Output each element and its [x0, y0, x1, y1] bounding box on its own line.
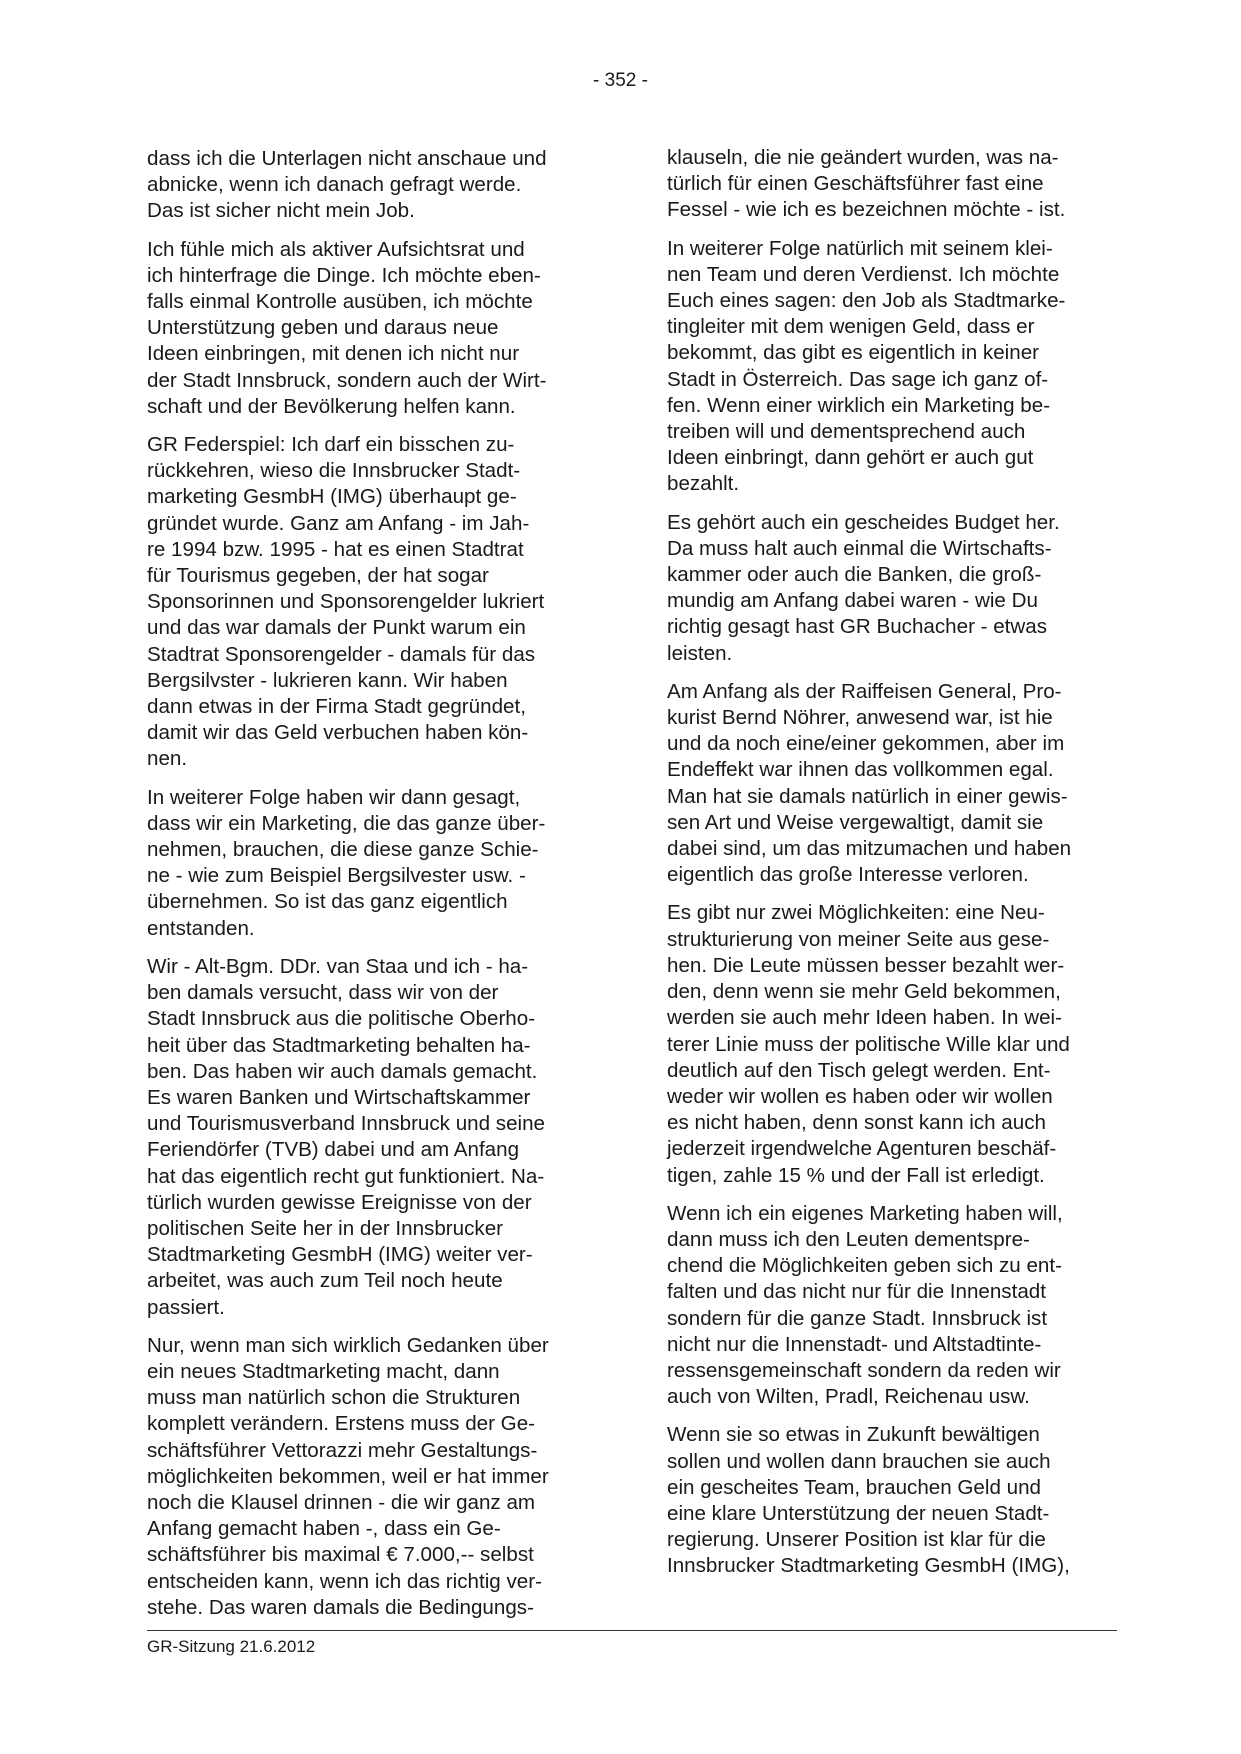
left-column	[147, 146, 599, 1633]
paragraph: Ich fühle mich als aktiver Aufsichtsrat und ich hinterfrage die Dinge. Ich möchte eben- falls einmal Kontrolle ausüben, ich möchte Unterstützung geben und daraus neue Ideen einbringen, mit denen ich nicht nur der Stadt Innsbruck, sondern auch der Wirt- schaft und der Bevölkerung helfen kann.	[147, 237, 547, 418]
page-number: - 352 -	[593, 70, 648, 91]
paragraph: Wir - Alt-Bgm. DDr. van Staa und ich - ha- ben damals versucht, dass wir von der Stadt Innsbruck aus die politische Oberho- heit über das Stadtmarketing behalten ha- ben. Das haben wir auch damals gemacht. Es waren Banken und Wirtschaftskammer und Tourismusverband Innsbruck und seine Feriendörfer (TVB) dabei und am Anfang hat das eigentlich recht gut funktioniert. Na- türlich wurden gewisse Ereignisse von der politischen Seite her in der Innsbrucker Stadtmarketing GesmbH (IMG) weiter ver- arbeitet, was auch zum Teil noch heute passiert.	[147, 954, 546, 1319]
footer-divider	[147, 1630, 1117, 1631]
paragraph: Es gehört auch ein gescheides Budget her. Da muss halt auch einmal die Wirtschafts- kammer oder auch die Banken, die groß- mundig am Anfang dabei waren - wie Du richtig gesagt hast GR Buchacher - etwas leisten.	[667, 510, 1060, 665]
paragraph: In weiterer Folge haben wir dann gesagt, dass wir ein Marketing, die das ganze über- nehmen, brauchen, die diese ganze Schie- ne - wie zum Beispiel Bergsilvester usw. - übernehmen. So ist das ganz eigentlich entstanden.	[147, 785, 546, 940]
paragraph: Wenn sie so etwas in Zukunft bewältigen sollen und wollen dann brauchen sie auch ein gescheites Team, brauchen Geld und eine klare Unterstützung der neuen Stadt- regierung. Unserer Position ist klar für die Innsbrucker Stadtmarketing GesmbH (IMG),	[667, 1423, 1070, 1578]
paragraph: dass ich die Unterlagen nicht anschaue und abnicke, wenn ich danach gefragt werde. Das ist sicher nicht mein Job.	[147, 147, 547, 223]
paragraph: Am Anfang als der Raiffeisen General, Pro- kurist Bernd Nöhrer, anwesend war, ist hie und da noch eine/einer gekommen, aber im Endeffekt war ihnen das vollkommen egal. Man hat sie damals natürlich in einer gewis- sen Art und Weise vergewaltigt, damit sie dabei sind, um das mitzumachen und haben eigentlich das große Interesse verloren.	[667, 679, 1072, 887]
paragraph: In weiterer Folge natürlich mit seinem klei- nen Team und deren Verdienst. Ich möchte Euch eines sagen: den Job als Stadtmarke- tingleiter mit dem wenigen Geld, dass er bekommt, das gibt es eigentlich in keiner Stadt in Österreich. Das sage ich ganz of- fen. Wenn einer wirklich ein Marketing be- treiben will und dementsprechend auch Ideen einbringt, dann gehört er auch gut bezahlt.	[667, 236, 1066, 496]
paragraph: Es gibt nur zwei Möglichkeiten: eine Neu- strukturierung von meiner Seite aus gese- hen. Die Leute müssen besser bezahlt wer- den, denn wenn sie mehr Geld bekommen, werden sie auch mehr Ideen haben. In wei- terer Linie muss der politische Wille klar und deutlich auf den Tisch gelegt werden. Ent- weder wir wollen es haben oder wir wollen es nicht haben, denn sonst kann ich auch jederzeit irgendwelche Agenturen beschäf- tigen, zahle 15 % und der Fall ist erledigt.	[667, 901, 1070, 1187]
paragraph: klauseln, die nie geändert wurden, was na- türlich für einen Geschäftsführer fast eine Fessel - wie ich es bezeichnen möchte - ist.	[667, 146, 1066, 222]
footer-text: GR-Sitzung 21.6.2012	[147, 1637, 316, 1656]
paragraph: GR Federspiel: Ich darf ein bisschen zu- rückkehren, wieso die Innsbrucker Stadt- marketing GesmbH (IMG) überhaupt ge- gründet wurde. Ganz am Anfang - im Jah- re 1994 bzw. 1995 - hat es einen Stadtrat für Tourismus gegeben, der hat sogar Sponsorinnen und Sponsorengelder lukriert und das war damals der Punkt warum ein Stadtrat Sponsorengelder - damals für das Bergsilvster - lukrieren kann. Wir haben dann etwas in der Firma Stadt gegründet, damit wir das Geld verbuchen haben kön- nen.	[147, 433, 545, 771]
right-column	[667, 145, 1119, 1592]
paragraph: Nur, wenn man sich wirklich Gedanken über ein neues Stadtmarketing macht, dann muss man natürlich schon die Strukturen komplett verändern. Erstens muss der Ge- schäftsführer Vettorazzi mehr Gestaltungs- möglichkeiten bekommen, weil er hat immer noch die Klausel drinnen - die wir ganz am Anfang gemacht haben -, dass ein Ge- schäftsführer bis maximal € 7.000,-- selbst entscheiden kann, wenn ich das richtig ver- stehe. Das waren damals die Bedingungs-	[147, 1333, 549, 1619]
paragraph: Wenn ich ein eigenes Marketing haben will, dann muss ich den Leuten dementspre- chend die Möglichkeiten geben sich zu ent- falten und das nicht nur für die Innenstadt sondern für die ganze Stadt. Innsbruck ist nicht nur die Innenstadt- und Altstadtinte- ressensgemeinschaft sondern da reden wir auch von Wilten, Pradl, Reichenau usw.	[667, 1201, 1063, 1409]
